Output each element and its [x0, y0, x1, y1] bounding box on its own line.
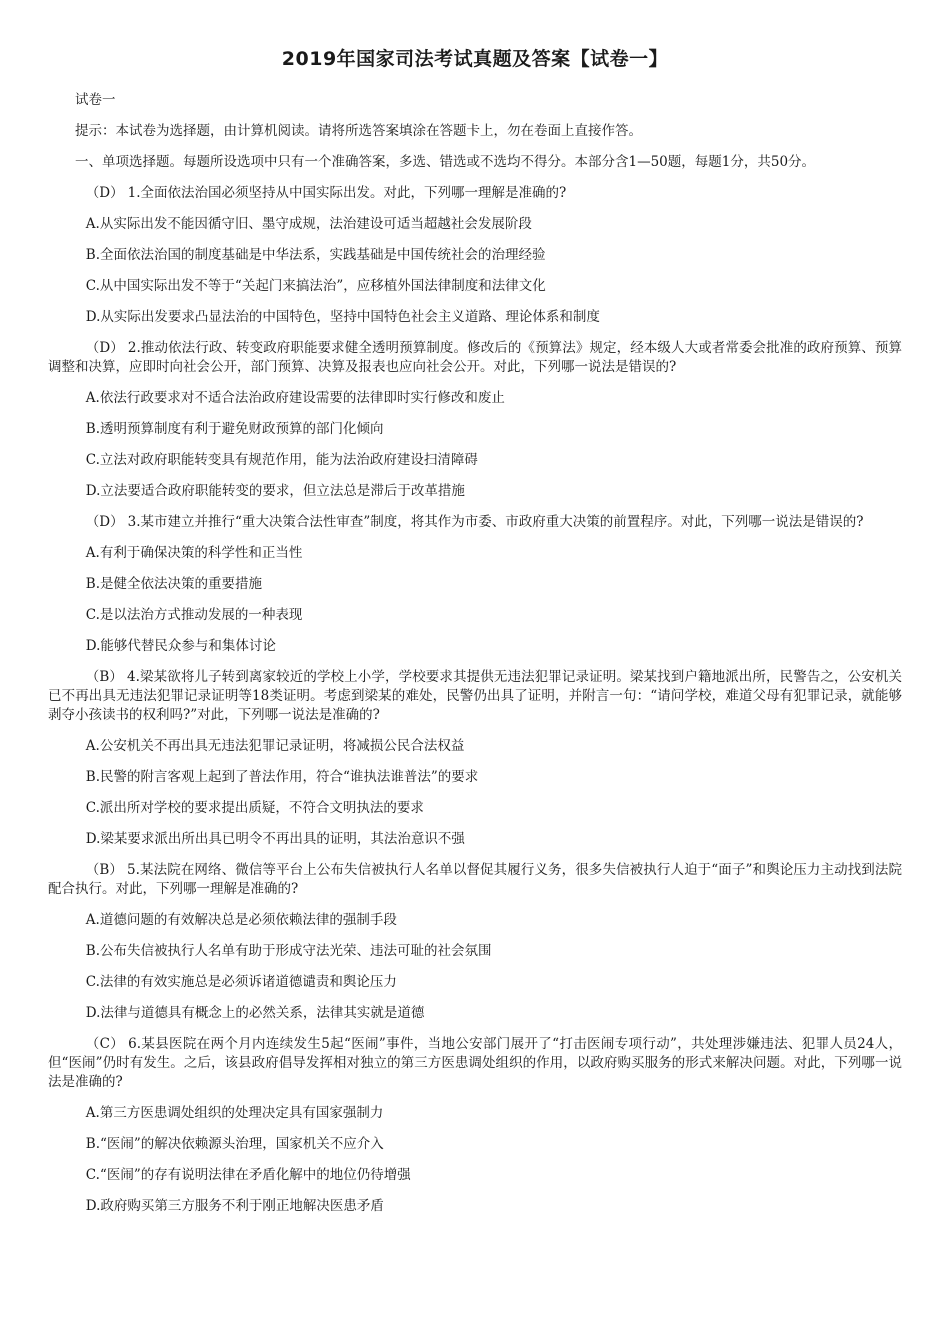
page-title: 2019年国家司法考试真题及答案【试卷一】 — [281, 48, 669, 70]
option-a: A.第三方医患调处组织的处理决定具有国家强制力 — [85, 1105, 384, 1121]
option-a: A.从实际出发不能因循守旧、墨守成规，法治建设可适当超越社会发展阶段 — [85, 216, 532, 232]
answer-key: （D） — [85, 514, 124, 530]
question-stem — [48, 184, 902, 203]
option-b: B.公布失信被执行人名单有助于形成守法光荣、违法可耻的社会氛围 — [85, 943, 492, 959]
question-item — [48, 668, 902, 849]
option-d: D.立法要适合政府职能转变的要求，但立法总是滞后于改革措施 — [85, 483, 465, 499]
option-b: B.是健全依法决策的重要措施 — [85, 576, 263, 592]
question-stem — [48, 1035, 902, 1092]
option-b: B.民警的附言客观上起到了普法作用，符合“谁执法谁普法”的要求 — [85, 769, 479, 785]
option-c: C.立法对政府职能转变具有规范作用，能为法治政府建设扫清障碍 — [85, 452, 478, 468]
question-item — [48, 184, 902, 327]
exam-hint: 提示：本试卷为选择题，由计算机阅读。请将所选答案填涂在答题卡上，勿在卷面上直接作答。 — [75, 123, 642, 139]
answer-key: （D） — [85, 340, 124, 356]
option-c: C.法律的有效实施总是必须诉诸道德谴责和舆论压力 — [85, 974, 397, 990]
question-item — [48, 339, 902, 501]
option-a: A.道德问题的有效解决总是必须依赖法律的强制手段 — [85, 912, 397, 928]
answer-key: （B） — [85, 669, 124, 685]
question-text: 4.梁某欲将儿子转到离家较近的学校上小学，学校要求其提供无违法犯罪记录证明。梁某找到户籍地派出所，民警告之，公安机关已不再出具无违法犯罪记录证明等18类证明。考虑到梁某的难处，民警仍出具了证明，并附言一句：“请问学校，难道父母有犯罪记录，就能够剥夺小孩读书的权利吗?”对此，下列哪一说法是准确的? — [48, 669, 902, 723]
paper-label: 试卷一 — [75, 92, 116, 108]
option-d: D.能够代替民众参与和集体讨论 — [85, 638, 276, 654]
option-a: A.公安机关不再出具无违法犯罪记录证明，将减损公民合法权益 — [85, 738, 465, 754]
option-c: C.从中国实际出发不等于“关起门来搞法治”，应移植外国法律制度和法律文化 — [85, 278, 546, 294]
option-d: D.从实际出发要求凸显法治的中国特色，坚持中国特色社会主义道路、理论体系和制度 — [85, 309, 600, 325]
option-d: D.梁某要求派出所出具已明令不再出具的证明，其法治意识不强 — [85, 831, 465, 847]
option-d: D.法律与道德具有概念上的必然关系，法律其实就是道德 — [85, 1005, 425, 1021]
option-b: B.透明预算制度有利于避免财政预算的部门化倾向 — [85, 421, 384, 437]
question-stem — [48, 668, 902, 725]
question-item — [48, 513, 902, 656]
option-c: C.派出所对学校的要求提出质疑，不符合文明执法的要求 — [85, 800, 424, 816]
question-text: 3.某市建立并推行“重大决策合法性审查”制度，将其作为市委、市政府重大决策的前置程序。对此，下列哪一说法是错误的? — [127, 514, 864, 530]
answer-key: （B） — [85, 862, 124, 878]
option-c: C.是以法治方式推动发展的一种表现 — [85, 607, 303, 623]
question-stem — [48, 513, 902, 532]
question-stem — [48, 861, 902, 899]
question-item — [48, 1035, 902, 1216]
question-list — [48, 184, 902, 1216]
option-c: C.“医闹”的存有说明法律在矛盾化解中的地位仍待增强 — [85, 1167, 411, 1183]
option-d: D.政府购买第三方服务不利于刚正地解决医患矛盾 — [85, 1198, 384, 1214]
document-page — [48, 44, 902, 1228]
section-heading: 一、单项选择题。每题所设选项中只有一个准确答案，多选、错选或不选均不得分。本部分含1—50题，每题1分，共50分。 — [75, 154, 816, 170]
answer-key: （D） — [85, 185, 124, 201]
question-text: 1.全面依法治国必须坚持从中国实际出发。对此，下列哪一理解是准确的? — [127, 185, 567, 201]
answer-key: （C） — [85, 1036, 125, 1052]
option-b: B.全面依法治国的制度基础是中华法系，实践基础是中国传统社会的治理经验 — [85, 247, 546, 263]
option-b: B.“医闹”的解决依赖源头治理，国家机关不应介入 — [85, 1136, 384, 1152]
question-text: 2.推动依法行政、转变政府职能要求健全透明预算制度。修改后的《预算法》规定，经本级人大或者常委会批准的政府预算、预算调整和决算，应即时向社会公开，部门预算、决算及报表也应向社会公开。对此，下列哪一说法是错误的? — [48, 340, 902, 375]
question-text: 5.某法院在网络、微信等平台上公布失信被执行人名单以督促其履行义务，很多失信被执行人迫于“面子”和舆论压力主动找到法院配合执行。对此，下列哪一理解是准确的? — [48, 862, 903, 897]
question-stem — [48, 339, 902, 377]
option-a: A.依法行政要求对不适合法治政府建设需要的法律即时实行修改和废止 — [85, 390, 505, 406]
question-text: 6.某县医院在两个月内连续发生5起“医闹”事件，当地公安部门展开了“打击医闹专项行动”，共处理涉嫌违法、犯罪人员24人，但“医闹”仍时有发生。之后，该县政府倡导发挥相对独立的第三方医患调处组织的作用，以政府购买服务的形式来解决问题。对此，下列哪一说法是准确的? — [48, 1036, 902, 1090]
option-a: A.有利于确保决策的科学性和正当性 — [85, 545, 303, 561]
question-item — [48, 861, 902, 1023]
